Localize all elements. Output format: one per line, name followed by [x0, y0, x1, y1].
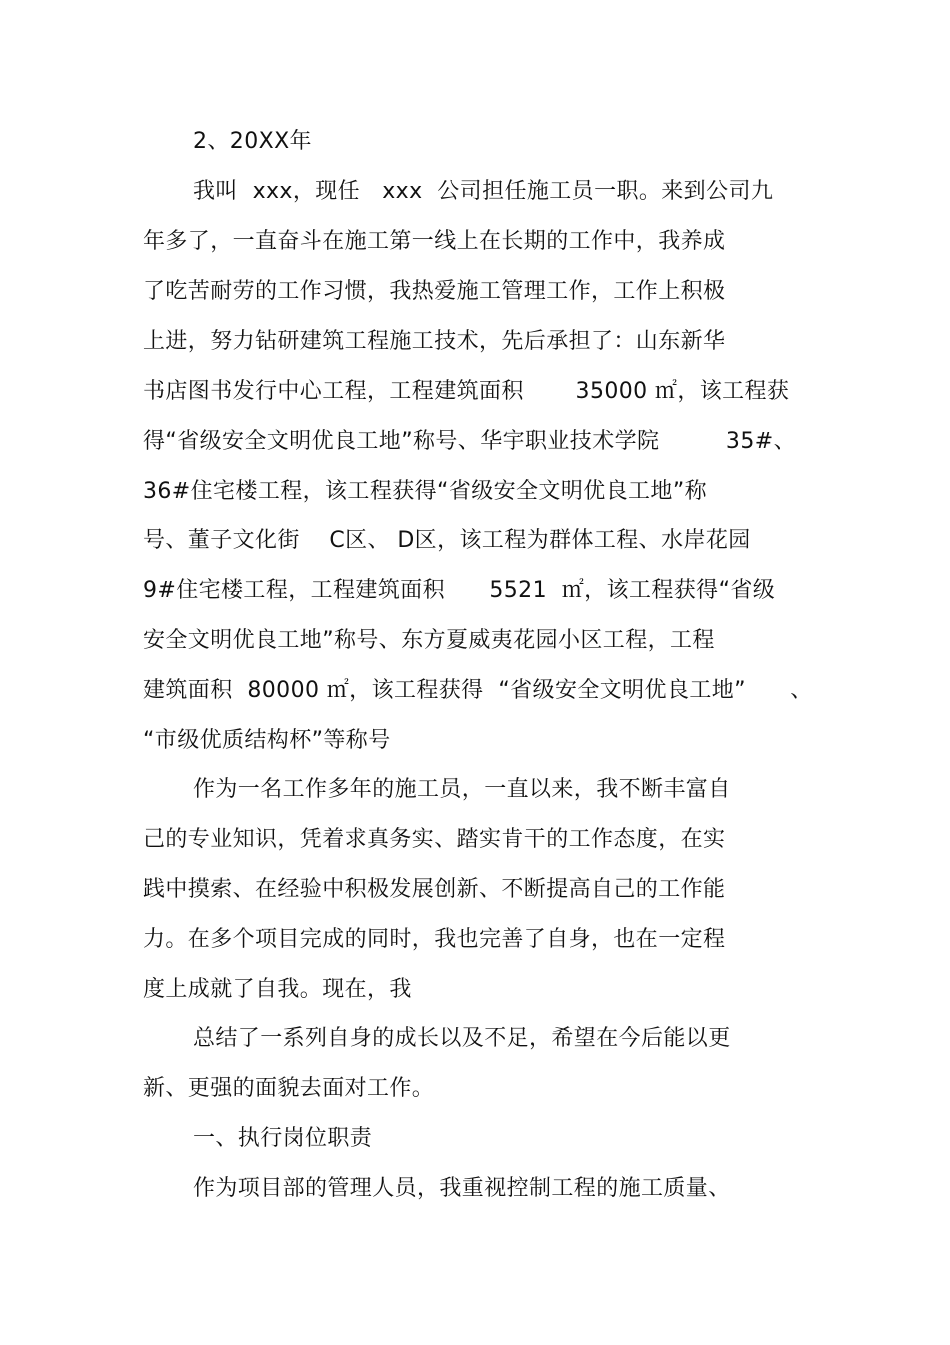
paragraph-line: 36#住宅楼工程，该工程获得“省级安全文明优良工地”称	[143, 479, 708, 504]
paragraph-line: 践中摸索、在经验中积极发展创新、不断提高自己的工作能	[143, 877, 726, 902]
paragraph-line: 己的专业知识，凭着求真务实、踏实肯干的工作态度，在实	[143, 827, 726, 852]
paragraph-line: 力。在多个项目完成的同时，我也完善了自身，也在一定程	[143, 927, 726, 952]
section-heading: 一、执行岗位职责	[193, 1126, 373, 1151]
paragraph-line: 年多了，一直奋斗在施工第一线上在长期的工作中，我养成	[143, 229, 726, 254]
paragraph-line: 新、更强的面貌去面对工作。	[143, 1076, 435, 1101]
paragraph-line: 作为项目部的管理人员，我重视控制工程的施工质量、	[193, 1176, 731, 1201]
paragraph-line: 上进，努力钻研建筑工程施工技术，先后承担了：山东新华	[143, 329, 726, 354]
paragraph-line: 作为一名工作多年的施工员，一直以来，我不断丰富自	[193, 777, 731, 802]
paragraph-line: 了吃苦耐劳的工作习惯，我热爱施工管理工作，工作上积极	[143, 279, 726, 304]
paragraph-line: 建筑面积 80000 ㎡，该工程获得 “省级安全文明优良工地” 、	[143, 678, 813, 703]
paragraph-line: 我叫 xxx，现任 xxx 公司担任施工员一职。来到公司九	[193, 179, 774, 204]
paragraph-line: 总结了一系列自身的成长以及不足，希望在今后能以更	[193, 1026, 731, 1051]
paragraph-line: 9#住宅楼工程，工程建筑面积 5521 ㎡，该工程获得“省级	[143, 578, 776, 603]
paragraph-line: 得“省级安全文明优良工地”称号、华宇职业技术学院 35#、	[143, 429, 796, 454]
paragraph-line: 度上成就了自我。现在，我	[143, 977, 412, 1002]
paragraph-line: 书店图书发行中心工程，工程建筑面积 35000 ㎡，该工程获	[143, 379, 790, 404]
paragraph-line: 号、董子文化街 C区、 D区，该工程为群体工程、水岸花园	[143, 528, 751, 553]
paragraph-line: 安全文明优良工地”称号、东方夏威夷花园小区工程，工程	[143, 628, 715, 653]
section-heading: 2、20XX年	[193, 129, 312, 154]
paragraph-line: “市级优质结构杯”等称号	[143, 728, 391, 753]
